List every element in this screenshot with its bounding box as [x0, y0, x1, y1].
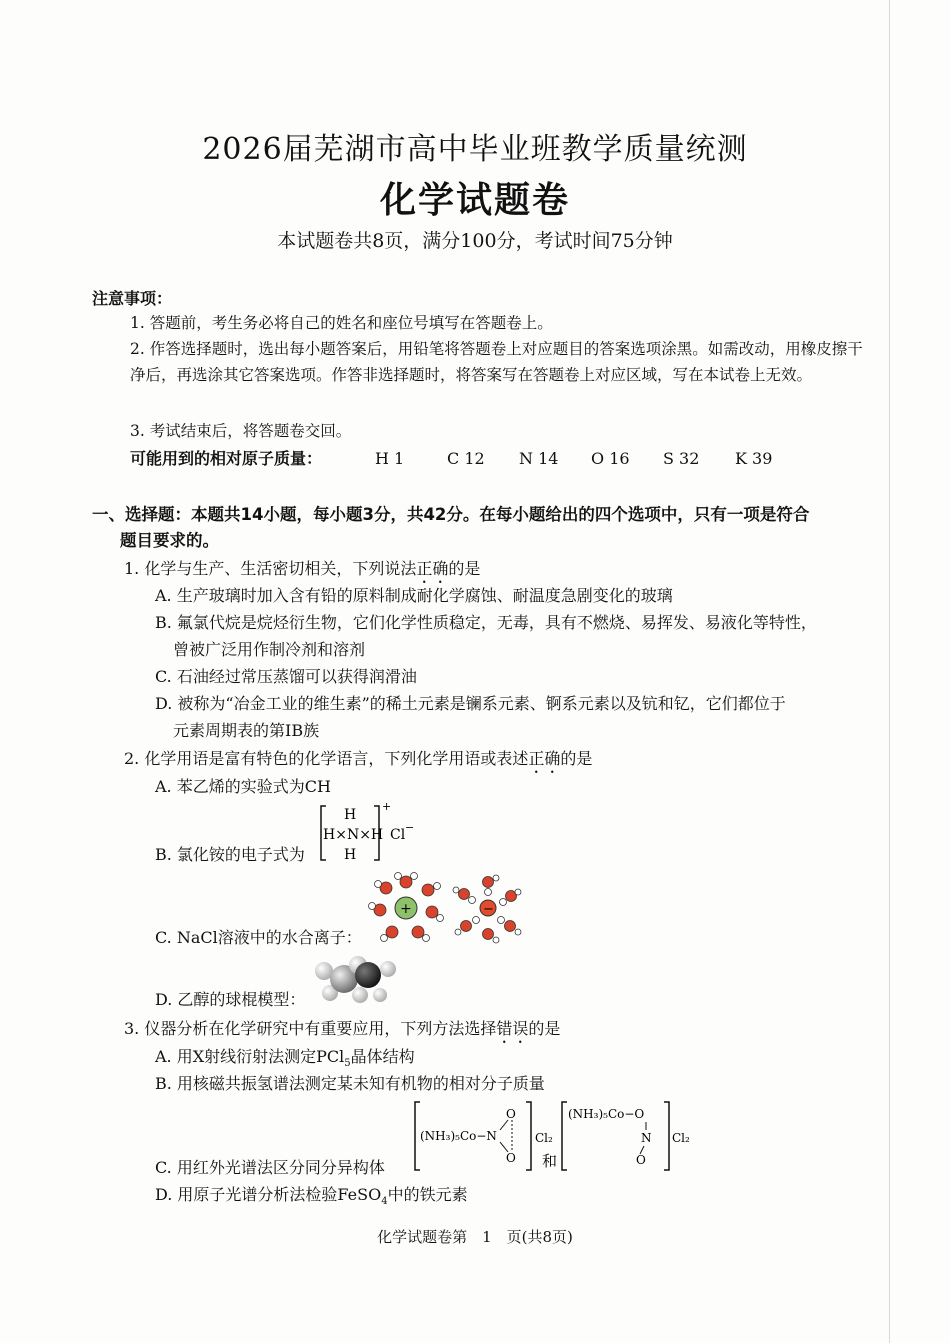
cation-charge: + [382, 800, 392, 813]
svg-text:N: N [641, 1131, 652, 1145]
q1-option-d: D. 被称为“冶金工业的维生素”的稀土元素是镧系元素、锕系元素以及钪和钇，它们都位于 [155, 694, 786, 713]
hydrated-chloride [453, 875, 521, 943]
q1-option-c: C. 石油经过常压蒸馏可以获得润滑油 [155, 667, 417, 686]
notice-item-1: 1. 答题前，考生务必将自己的姓名和座位号填写在答题卷上。 [130, 314, 553, 332]
q2-option-c: C. NaCl溶液中的水合离子： [155, 928, 362, 947]
notice-item-2: 2. 作答选择题时，选出每小题答案后，用铅笔将答题卷上对应题目的答案选项涂黑。如需改动，用橡皮擦干净后，再选涂其它答案选项。作答非选择题时，将答案写在答题卷上对应区域，写在本试卷上无效。 [130, 340, 863, 384]
q1-option-b-cont: 曾被广泛用作制冷剂和溶剂 [173, 640, 366, 659]
q3-option-b: B. 用核磁共振氢谱法测定某未知有机物的相对分子质量 [155, 1074, 545, 1093]
section-heading: 一、选择题：本题共14小题，每小题3分，共42分。在每小题给出的四个选项中，只有一项是符合 题目要求的。 [92, 505, 810, 550]
q1-option-a: A. 生产玻璃时加入含有铅的原料制成耐化学腐蚀、耐温度急剧变化的玻璃 [155, 586, 673, 605]
mass-k: K 39 [735, 449, 773, 468]
nitro-complex [415, 1102, 553, 1170]
svg-text:−: − [483, 902, 494, 917]
q2-option-b: B. 氯化铵的电子式为 [155, 845, 305, 864]
q2-option-a: A. 苯乙烯的实验式为CH [155, 777, 331, 796]
q1-option-d-cont: 元素周期表的第IB族 [173, 721, 320, 740]
question-1-stem: 1. 化学与生产、生活密切相关，下列说法正确的是 [124, 559, 481, 578]
h-top: H [344, 807, 357, 823]
h-n-h: H×N×H [323, 827, 384, 843]
ethanol-ball-stick-model [310, 953, 400, 1005]
svg-text:Cl₂: Cl₂ [535, 1131, 553, 1145]
exam-info: 本试题卷共8页，满分100分，考试时间75分钟 [277, 230, 673, 252]
svg-text:O: O [636, 1153, 646, 1167]
anion-charge: − [405, 821, 415, 834]
svg-text:(NH₃)₅Co−N: (NH₃)₅Co−N [420, 1129, 497, 1143]
svg-text:+: + [400, 901, 412, 917]
svg-text:O: O [506, 1107, 516, 1121]
question-2-stem: 2. 化学用语是富有特色的化学语言，下列化学用语或表述正确的是 [124, 749, 593, 768]
ammonium-chloride-electron-formula [318, 800, 428, 866]
q2-option-d: D. 乙醇的球棍模型： [155, 990, 306, 1009]
mass-n: N 14 [519, 449, 559, 468]
q1-option-b: B. 氟氯代烷是烷烃衍生物，它们化学性质稳定，无毒，具有不燃烧、易挥发、易液化等特性， [155, 613, 817, 632]
svg-text:(NH₃)₅Co−O: (NH₃)₅Co−O [568, 1107, 645, 1121]
mass-o: O 16 [591, 449, 630, 468]
hydrated-ion-diagram [366, 872, 526, 944]
question-3-stem: 3. 仪器分析在化学研究中有重要应用，下列方法选择错误的是 [124, 1019, 561, 1038]
h-bottom: H [344, 847, 357, 863]
nitrito-complex [562, 1102, 690, 1170]
mass-h: H 1 [375, 449, 405, 468]
notice-heading: 注意事项： [92, 289, 173, 308]
svg-text:O: O [506, 1151, 516, 1165]
notice-item-3: 3. 考试结束后，将答题卷交回。 [130, 422, 352, 440]
mass-c: C 12 [447, 449, 485, 468]
and-text: 和 [542, 1152, 558, 1170]
q3-option-a: A. 用X射线衍射法测定PCl$_5$晶体结构 [155, 1047, 415, 1070]
subject-title: 化学试题卷 [379, 180, 570, 221]
chloride: Cl [390, 827, 406, 843]
q3-option-c: C. 用红外光谱法区分同分异构体 [155, 1158, 385, 1177]
svg-text:Cl₂: Cl₂ [672, 1131, 690, 1145]
mass-s: S 32 [663, 449, 700, 468]
hydrated-sodium [369, 873, 444, 942]
exam-title: 2026届芜湖市高中毕业班教学质量统测 [202, 132, 748, 167]
nitro-nitrito-isomers [412, 1100, 702, 1174]
q3-option-d: D. 用原子光谱分析法检验FeSO$_4$中的铁元素 [155, 1185, 468, 1208]
masses-label: 可能用到的相对原子质量： [130, 449, 323, 468]
atomic-masses [130, 446, 807, 469]
page-footer: 化学试题卷第 1 页(共8页) [377, 1228, 573, 1246]
